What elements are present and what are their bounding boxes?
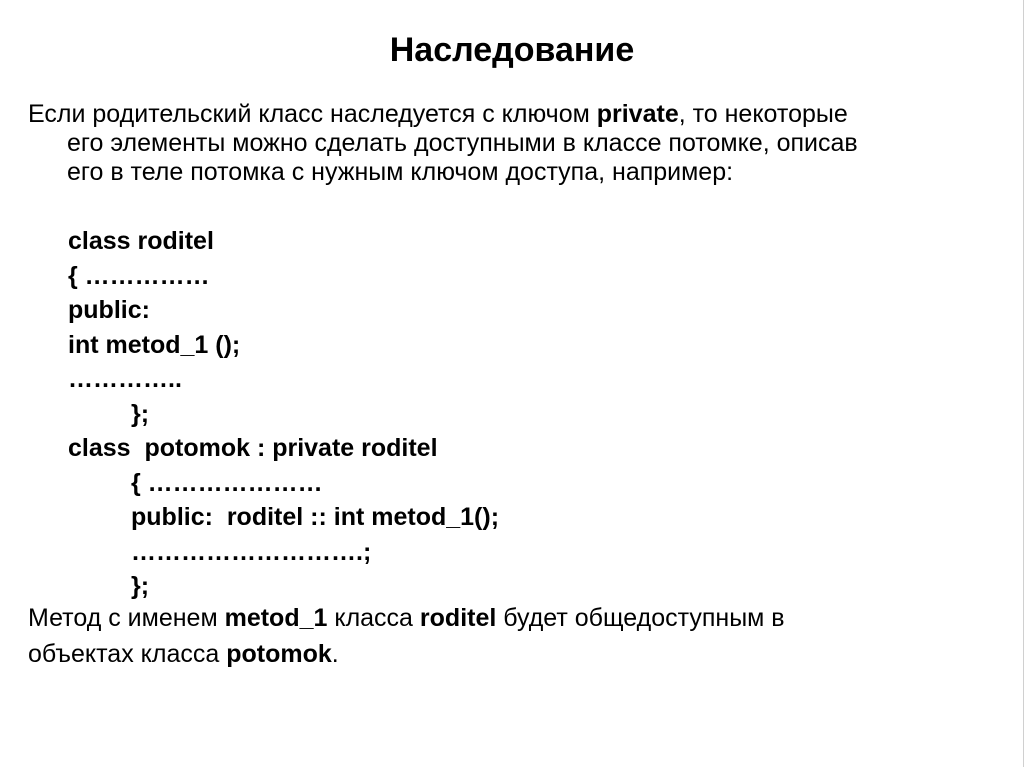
code-example — [68, 224, 499, 604]
conclusion-line-2 — [28, 636, 988, 672]
intro-line-1-text: Если родительский класс наследуется с ключом — [28, 100, 597, 128]
intro-line-3: его в теле потомка с нужным ключом доступа, например: — [67, 158, 734, 186]
code-line-9: public: roditel :: int metod_1(); — [131, 503, 500, 531]
metod-keyword: metod_1 — [224, 604, 328, 632]
code-line-7: class potomok : private roditel — [68, 434, 438, 462]
conclusion-text-2: класса — [327, 604, 420, 632]
conclusion-text-5: . — [331, 640, 339, 668]
code-line-5: ………….. — [68, 365, 182, 393]
code-line-8: { ………………… — [131, 468, 323, 497]
intro-line-1-tail: , то некоторые — [678, 100, 848, 128]
code-line-6: }; — [131, 399, 150, 428]
slide-title: Наследование — [389, 31, 635, 69]
private-keyword: private — [596, 100, 679, 128]
conclusion-line-1 — [28, 600, 988, 636]
intro-line-2: его элементы можно сделать доступными в классе потомке, описав — [67, 129, 858, 157]
code-line-4: int metod_1 (); — [68, 330, 241, 359]
conclusion-text-3: будет общедоступным в — [496, 604, 785, 632]
conclusion-text-4: объектах класса — [28, 640, 227, 668]
intro-paragraph — [28, 100, 988, 187]
roditel-keyword: roditel — [419, 604, 497, 632]
potomok-keyword: potomok — [226, 640, 332, 668]
code-line-2: { …………… — [68, 261, 210, 290]
code-line-11: }; — [131, 572, 150, 600]
conclusion-text-1: Метод с именем — [28, 604, 225, 632]
code-line-1: class roditel — [68, 227, 214, 255]
intro-line-1 — [28, 100, 988, 129]
code-line-10: ……………………….; — [131, 537, 372, 566]
code-line-3: public: — [68, 296, 150, 324]
conclusion-paragraph — [28, 600, 988, 672]
